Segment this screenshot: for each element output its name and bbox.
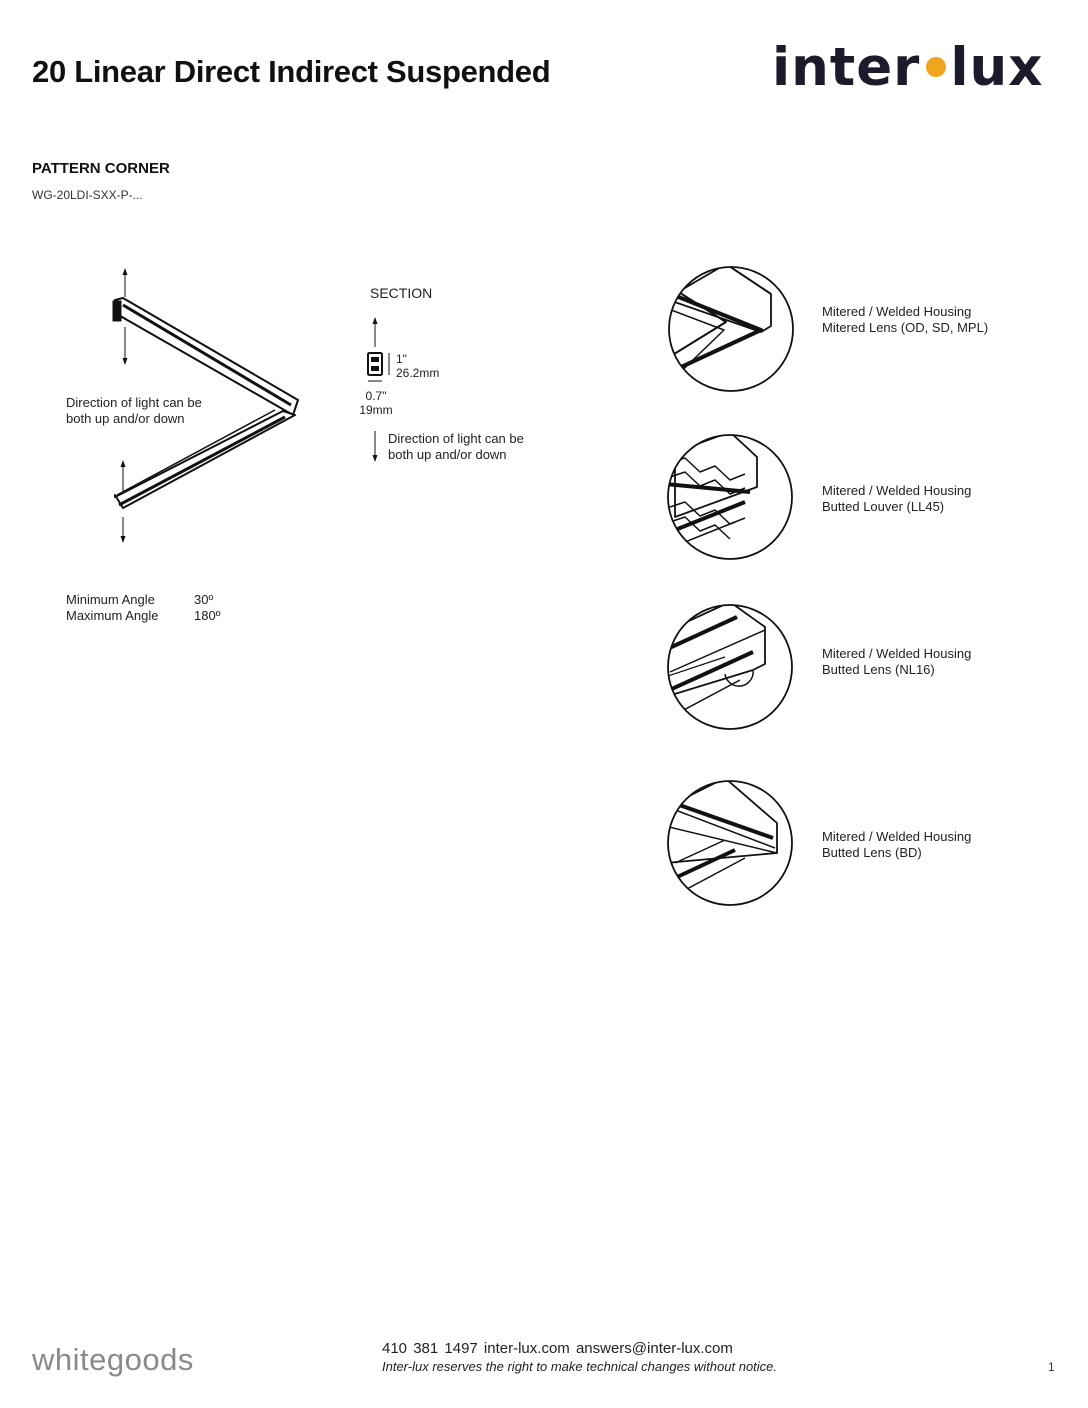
angle-value: 180º [194, 608, 221, 623]
detail-caption-line1: Mitered / Welded Housing [822, 829, 972, 844]
contact-info: 410 381 1497 inter-lux.com answers@inter-lux.com [382, 1340, 733, 1357]
section-width-mm: 19mm [359, 403, 393, 417]
section-label: SECTION [370, 285, 433, 301]
detail-mitered-lens-drawing [666, 264, 796, 394]
disclaimer-note: Inter-lux reserves the right to make technical changes without notice. [382, 1359, 778, 1374]
angle-value: 30º [194, 592, 214, 607]
section-height-in: 1" [396, 352, 407, 366]
angle-row-min [66, 592, 220, 608]
detail-caption-line1: Mitered / Welded Housing [822, 483, 972, 498]
pattern-heading: PATTERN CORNER [32, 160, 170, 177]
section-direction-line1: Direction of light can be [388, 431, 524, 446]
detail-butted-lens-nl16-drawing [665, 602, 795, 732]
section-direction-note [388, 431, 524, 463]
angle-label: Maximum Angle [66, 608, 159, 623]
angle-row-max [66, 608, 220, 624]
section-height-mm: 26.2mm [396, 366, 440, 380]
detail-caption-line1: Mitered / Welded Housing [822, 646, 972, 661]
detail-caption-line1: Mitered / Welded Housing [822, 304, 972, 319]
direction-note [66, 395, 202, 427]
detail-caption-2 [822, 483, 971, 515]
page-title: 20 Linear Direct Indirect Suspended [32, 54, 551, 89]
logo-text-left: inter [772, 37, 921, 98]
angle-label: Minimum Angle [66, 592, 155, 607]
detail-butted-lens-bd-drawing [665, 778, 795, 908]
logo-text-right: lux [950, 37, 1044, 98]
whitegoods-brand: whitegoods [32, 1342, 194, 1377]
section-direction-line2: both up and/or down [388, 447, 507, 462]
section-width [358, 389, 394, 417]
detail-caption-3 [822, 646, 971, 678]
detail-caption-line2: Butted Lens (NL16) [822, 662, 935, 677]
angle-table [66, 592, 220, 624]
detail-caption-line2: Mitered Lens (OD, SD, MPL) [822, 320, 989, 335]
detail-caption-line2: Butted Lens (BD) [822, 845, 922, 860]
detail-butted-louver-drawing [665, 432, 795, 562]
section-width-in: 0.7" [365, 389, 387, 403]
detail-caption-1 [822, 304, 988, 336]
direction-note-line1: Direction of light can be [66, 395, 202, 410]
detail-caption-4 [822, 829, 971, 861]
page-number: 1 [1048, 1360, 1055, 1374]
detail-caption-line2: Butted Louver (LL45) [822, 499, 945, 514]
product-code: WG-20LDI-SXX-P-... [32, 188, 143, 202]
section-height [396, 352, 439, 380]
direction-note-line2: both up and/or down [66, 411, 185, 426]
logo-dot-icon [926, 57, 946, 77]
interlux-logo [772, 38, 1043, 98]
